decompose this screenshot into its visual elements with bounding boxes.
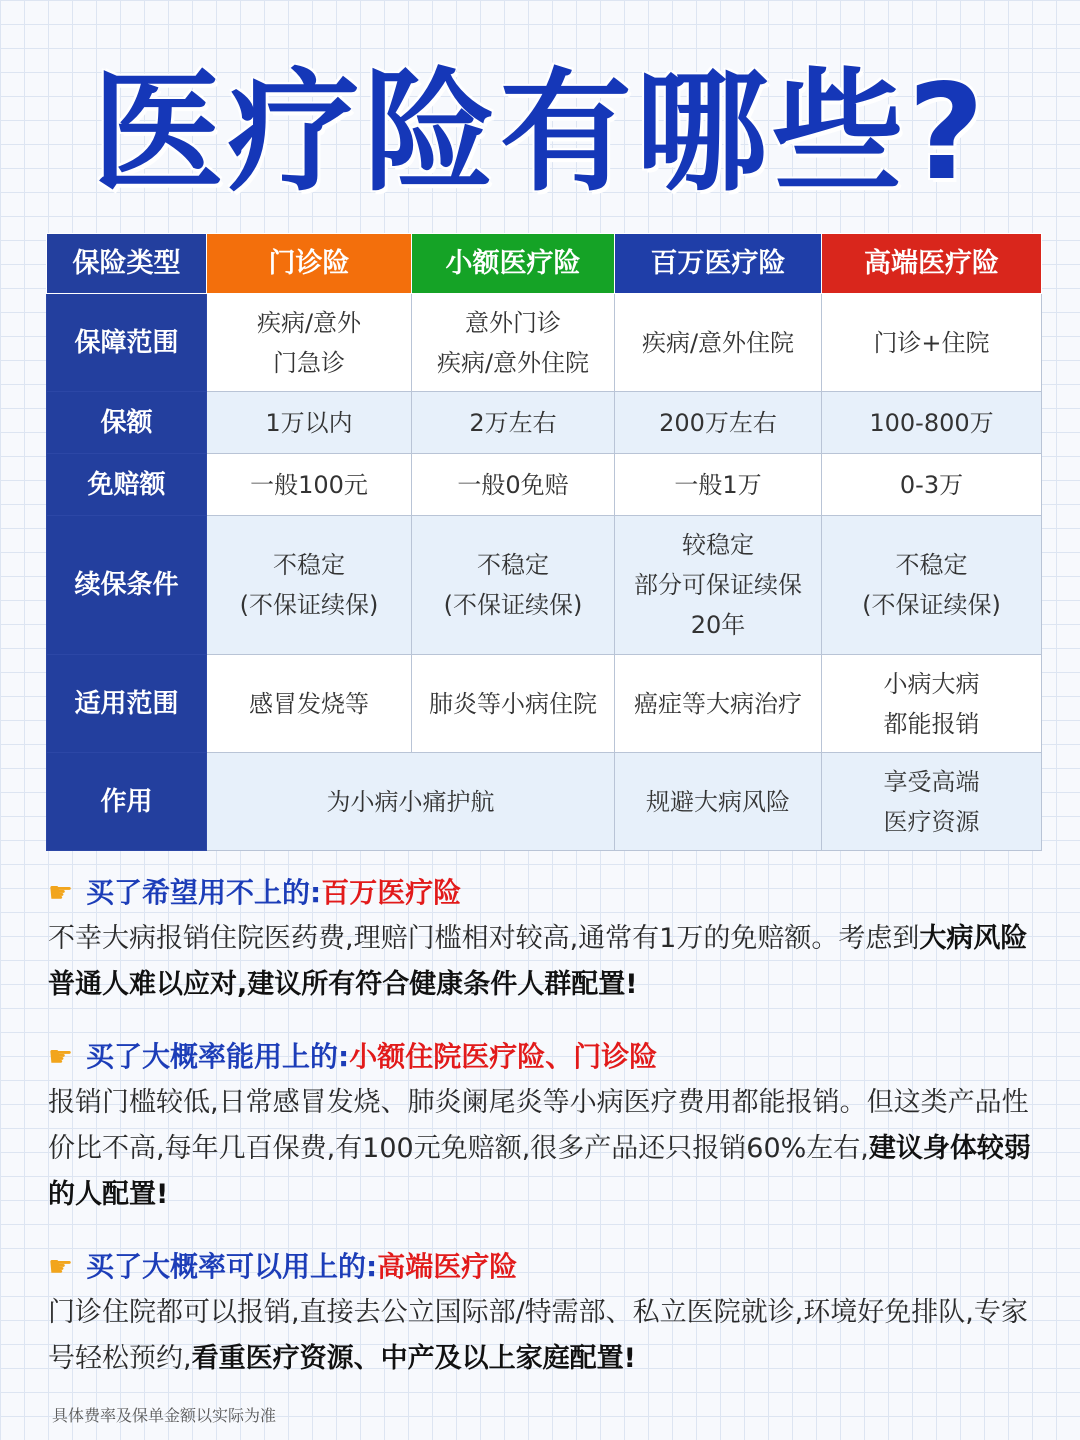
insurance-comparison-table	[46, 233, 1042, 851]
row-label: 作用	[47, 753, 207, 851]
cell-text: 0-3万	[899, 470, 964, 499]
cell-text: 一般1万	[674, 470, 762, 499]
table-cell	[615, 392, 822, 454]
footnote: 具体费率及保单金额以实际为准	[52, 1406, 277, 1425]
cell-text: 疾病/意外住院	[436, 348, 590, 377]
table-cell	[412, 655, 615, 753]
cell-text: 医疗资源	[883, 807, 980, 836]
cell-text: 一般0免赔	[457, 470, 569, 499]
cell-text: 规避大病风险	[646, 787, 790, 816]
section-heading	[48, 870, 1038, 916]
table-row-coverage	[47, 294, 1042, 392]
table-cell	[207, 753, 615, 851]
table-cell	[615, 294, 822, 392]
table-header-row	[47, 234, 1042, 294]
table-cell	[822, 294, 1042, 392]
table-cell	[615, 516, 822, 655]
col-header-high-end-medical: 高端医疗险	[822, 234, 1042, 294]
cell-text: 20年	[690, 611, 746, 639]
table-cell	[207, 294, 412, 392]
table-cell	[207, 516, 412, 655]
cell-text: 不稳定	[477, 551, 549, 579]
section-colon: :	[338, 1040, 350, 1073]
cell-text: (不保证续保)	[443, 591, 583, 619]
pointing-hand-icon: ☛	[48, 1250, 74, 1283]
page-title: 医疗险有哪些?	[91, 56, 989, 210]
cell-text: 都能报销	[883, 709, 980, 738]
row-label: 免赔额	[47, 454, 207, 516]
cell-text: 100-800万	[869, 408, 994, 437]
table-cell	[207, 454, 412, 516]
cell-text: 较稳定	[682, 531, 754, 559]
cell-text: 200万左右	[659, 408, 777, 437]
table-cell	[822, 753, 1042, 851]
cell-text: 癌症等大病治疗	[634, 689, 802, 718]
cell-text: 肺炎等小病住院	[429, 689, 597, 718]
table-cell	[207, 655, 412, 753]
table-cell	[615, 655, 822, 753]
recommendation-section	[48, 1244, 1038, 1382]
cell-text: 门诊+住院	[873, 328, 990, 357]
table-cell	[822, 655, 1042, 753]
cell-text: 不稳定	[895, 551, 968, 579]
row-label: 保障范围	[47, 294, 207, 392]
table-cell	[615, 454, 822, 516]
section-product: 百万医疗险	[321, 876, 462, 909]
section-product: 小额住院医疗险	[349, 1040, 546, 1073]
section-lead: 买了大概率可以用上的	[86, 1250, 367, 1283]
table-cell	[412, 454, 615, 516]
section-body-emphasis: 看重医疗资源、中产及以上家庭配置!	[191, 1343, 636, 1374]
section-body-text: 门诊住院都可以报销,直接去公立国际部/特需部、私立医院就诊,环境好免排队,专家号轻松预约,	[48, 1297, 1028, 1374]
cell-text: 为小病小痛护航	[326, 787, 495, 816]
col-header-outpatient: 门诊险	[207, 234, 412, 294]
cell-text: 2万左右	[469, 408, 557, 437]
cell-text: 疾病/意外住院	[641, 328, 795, 357]
table-cell	[822, 454, 1042, 516]
header-label: 保险类型	[47, 234, 207, 294]
recommendation-section	[48, 870, 1038, 1008]
section-colon: :	[366, 1250, 378, 1283]
cell-text: 1万以内	[265, 408, 353, 437]
row-label: 适用范围	[47, 655, 207, 753]
section-body-emphasis: 建议身体较弱的人配置!	[48, 1133, 1031, 1210]
section-product: 门诊险	[573, 1040, 658, 1073]
table-cell	[207, 392, 412, 454]
section-body-emphasis: 大病风险普通人难以应对,建议所有符合健康条件人群配置!	[48, 923, 1028, 1000]
pointing-hand-icon: ☛	[48, 1040, 74, 1073]
cell-text: 享受高端	[883, 767, 980, 796]
section-body-text: 不幸大病报销住院医药费,理赔门槛相对较高,通常有1万的免赔额。考虑到	[48, 923, 920, 954]
section-lead: 买了希望用不上的	[86, 876, 311, 909]
table-cell	[412, 516, 615, 655]
table-row-renewal	[47, 516, 1042, 655]
cell-text: 意外门诊	[465, 308, 561, 337]
cell-text: 部分可保证续保	[634, 571, 802, 599]
section-body	[48, 916, 1038, 1008]
section-lead: 买了大概率能用上的	[86, 1040, 339, 1073]
cell-text: 疾病/意外	[256, 308, 362, 337]
table-cell	[615, 753, 822, 851]
recommendation-section	[48, 1034, 1038, 1218]
table-cell	[412, 392, 615, 454]
section-body	[48, 1290, 1038, 1382]
table-row-purpose	[47, 753, 1042, 851]
row-label: 保额	[47, 392, 207, 454]
recommendations	[48, 870, 1038, 1408]
section-colon: :	[310, 876, 322, 909]
table-cell	[822, 516, 1042, 655]
table-row-deductible	[47, 454, 1042, 516]
cell-text: 门急诊	[273, 348, 345, 377]
section-product: 高端医疗险	[377, 1250, 518, 1283]
table-cell	[822, 392, 1042, 454]
cell-text: 不稳定	[273, 551, 345, 579]
table-cell	[412, 294, 615, 392]
table-row-amount	[47, 392, 1042, 454]
section-body	[48, 1080, 1038, 1218]
section-heading	[48, 1244, 1038, 1290]
col-header-million-medical: 百万医疗险	[615, 234, 822, 294]
cell-text: (不保证续保)	[239, 591, 379, 619]
cell-text: 小病大病	[883, 669, 980, 698]
pointing-hand-icon: ☛	[48, 876, 74, 909]
section-heading	[48, 1034, 1038, 1080]
section-product-separator: 、	[545, 1040, 574, 1073]
table-row-scope	[47, 655, 1042, 753]
cell-text: (不保证续保)	[862, 591, 1001, 619]
cell-text: 一般100元	[250, 470, 368, 499]
row-label: 续保条件	[47, 516, 207, 655]
section-body-text: 报销门槛较低,日常感冒发烧、肺炎阑尾炎等小病医疗费用都能报销。但这类产品性价比不高,每年几百保费,有100元免赔额,很多产品还只报销60%左右,	[48, 1087, 1029, 1164]
cell-text: 感冒发烧等	[249, 689, 369, 718]
col-header-small-medical: 小额医疗险	[412, 234, 615, 294]
